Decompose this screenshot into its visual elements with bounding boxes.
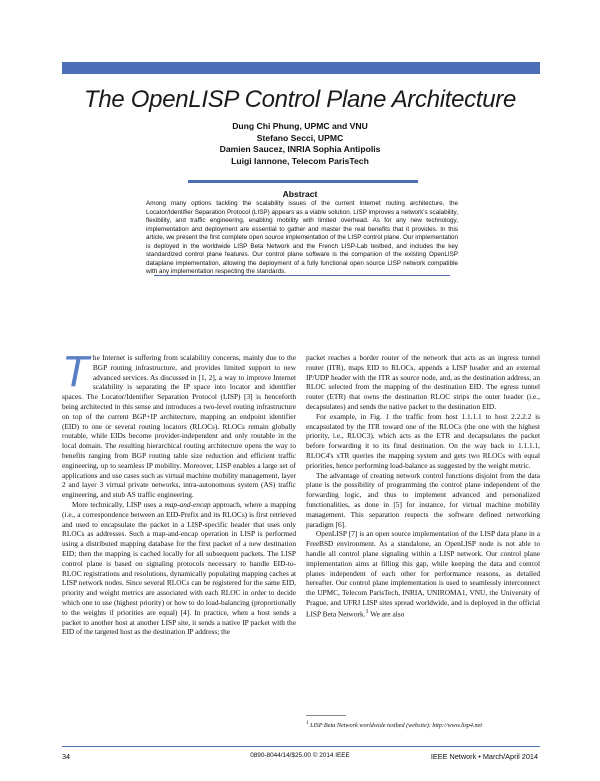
body-paragraph: The advantage of creating network control functions disjoint from the data plane is the possibility of programming the control plane independent of the forwarding logic, and thus to implement advanced and personalized functionalities, as done in [5] for instance, for virtual machine mobility management. This separation respects the software defined networking paradigm [6]. (306, 470, 540, 529)
emphasis-text: map-and-encap (164, 499, 211, 509)
paragraph-text: OpenLISP [7] is an open source implementation of the LISP data plane in a FreeBSD environment. As a standalone, an OpenLISP node is not able to handle all control plane signaling within a LISP network. Our control plane implementation aims at filling this gap, while keeping the data and control planes independent of each other for performance reasons, as detailed hereafter. Our control plane implementation is used to seamlessly interconnect the UPMC, Telecom ParisTech, INRIA, UNIROMA1, VNU, the University of Prague, and UFRJ LISP sites spread worldwide, and is deployed in the official LISP Beta Network. (306, 529, 540, 619)
footer-rule (62, 746, 540, 747)
drop-cap: T (62, 347, 89, 396)
footnote-rule (306, 715, 346, 716)
author-list (0, 121, 600, 167)
paragraph-text: approach, where a mapping (i.e., a correspondence between an EID-Prefix and its RLOCs) is first retrieved and used to encapsulate the packet in a LISP-specific header that uses only RLOCs as addresses. Such a map-and-encap operation in LISP is performed using a distributed mapping database for the first packet of a new destination EID; then the mapping is cached locally for all subsequent packets. The LISP control plane is based on signaling protocols necessary to handle EID-to-RLOC registrations and resolutions, dynamically populating mapping caches at LISP network nodes. Since several RLOCs can be registered for the same EID, priority and weight metrics are associated with each RLOC in order to decide which one to use (highest priority) or how to do load-balancing (proportionally to the weights if priorities are equal) [4]. In practice, when a host sends a packet to another host at another LISP site, it sends a native IP packet with the EID of the targeted host as the destination IP address; the (62, 499, 296, 637)
abstract-rule (188, 180, 418, 183)
body-column-left (62, 347, 296, 637)
article-title: The OpenLISP Control Plane Architecture (83, 86, 517, 113)
footnote-marker: 1 (306, 720, 309, 726)
copyright-code: 0890-8044/14/$25.00 © 2014 IEEE (250, 752, 350, 759)
footnote (306, 720, 540, 729)
paragraph-text: We are also (368, 609, 405, 619)
author-line: Damien Saucez, INRIA Sophia Antipolis (219, 144, 381, 155)
page-number: 34 (62, 752, 71, 761)
abstract-text: Among many options tackling the scalability issues of the current Internet routing architecture, the Locator/Identifier Separation Protocol (LISP) appears as a viable solution. LISP improves a network's scalability, flexibility, and traffic engineering, enabling mobility with limited overhead. As for any new technology, implementation and deployment are essential to gather and master the real benefits that it provides. In this article, we present the first complete open source implementation of the LISP control plane. Our implementation is deployed in the worldwide LISP Beta Network and the French LISP-Lab testbed, and includes the key standardized control plane features. Our control plane software is the companion of the existing OpenLISP dataplane implementation, allowing the deployment of a fully functional open source LISP network compatible with any implementation respecting the standards. (146, 200, 458, 276)
body-paragraph: packet reaches a border router of the network that acts as an ingress tunnel router (ITR), maps EID to RLOCs, appends a LISP header and an external IP/UDP header with the ITR as source node, and, as the destination address, an RLOC selected from the mapping of the destination EID. The egress tunnel router (ETR) that owns the destination RLOC strips the outer header (i.e., decapsulates) and sends the native packet to the destination EID. (306, 353, 540, 411)
paragraph-text: he Internet is suffering from scalability concerns, mainly due to the BGP routing infrastructure, and provides limited support to new advanced services. As discussed in [1, 2], a way to improve Internet scalability is separating the IP space into locator and identifier spaces. The Locator/Identifier Separation Protocol (LISP) [3] is henceforth being architected in this sense and introduces a two-level routing infrastructure on top of the current BGP+IP architecture, mapping an endpoint identifier (EID) to one or several routing locators (RLOCs). RLOCs remain globally routable, while EIDs become provider-independent and only routable in the local domain. The resulting hierarchical routing architecture opens the way to benefits ranging from BGP routing table size reduction and efficient traffic engineering, up to seamless IP mobility. Moreover, LISP enables a large set of applications and use cases such as virtual machine mobility management, layer 2 and layer 3 virtual private networks, intra-autonomous system (AS) traffic engineering, and stub AS traffic engineering. (62, 353, 296, 500)
body-column-right (306, 353, 540, 619)
journal-info: IEEE Network • March/April 2014 (430, 752, 538, 761)
body-paragraph (62, 500, 296, 637)
body-paragraph: For example, in Fig. 1 the traffic from host 1.1.1.1 to host 2.2.2.2 is encapsulated by the ITR toward one of the RLOCs (the one with the highest priority, i.e., RLOC3), which acts as the ETR and decapsulates the packet before forwarding it to its final destination. On the way back to 1.1.1.1, RLOC4's xTR queries the mapping system and gets two RLOCs with equal priorities, hence performing load-balance as suggested by the weight metric. (306, 411, 540, 470)
author-line: Stefano Secci, UPMC (256, 132, 344, 143)
body-paragraph (62, 347, 296, 500)
header-accent-bar (62, 62, 540, 74)
abstract-bottom-rule (154, 275, 450, 276)
footnote-ref[interactable]: 1 (365, 608, 369, 615)
body-paragraph (306, 529, 540, 619)
footnote-text: LISP Beta Network worldwide testbed (website): http://www.lisp4.net (308, 722, 483, 730)
author-line: Dung Chi Phung, UPMC and VNU (232, 121, 368, 131)
paragraph-text: More technically, LISP uses a (72, 499, 165, 509)
author-line: Luigi Iannone, Telecom ParisTech (231, 155, 369, 166)
abstract-heading: Abstract (282, 189, 318, 199)
